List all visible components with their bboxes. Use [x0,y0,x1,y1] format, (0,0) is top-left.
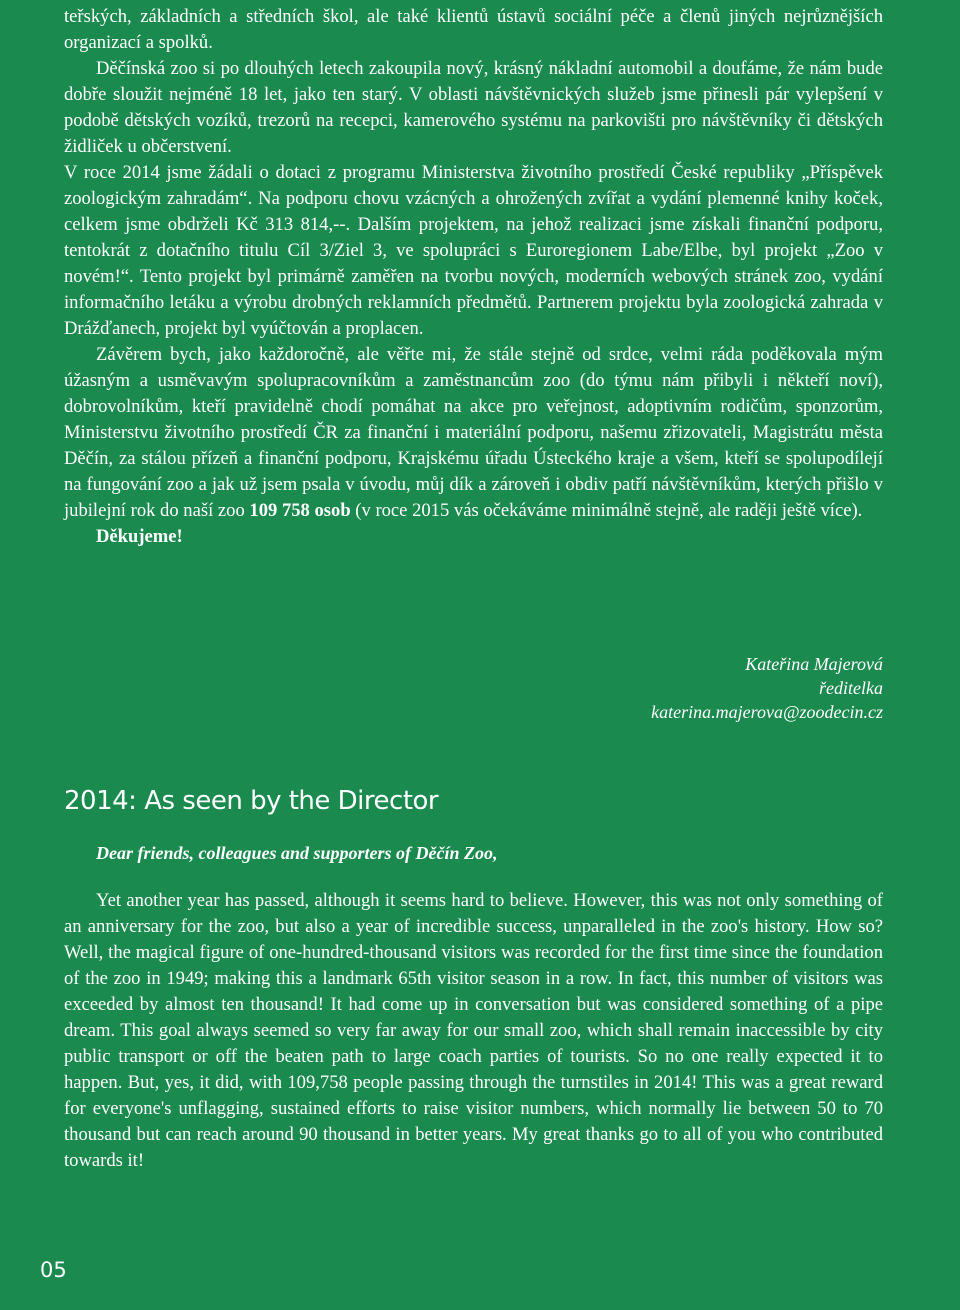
page-number: 05 [40,1258,67,1282]
czech-paragraph-4-end: (v roce 2015 vás očekáváme minimálně stejně, ale raději ještě více). [350,500,863,521]
signature-name: Kateřina Majerová [745,654,883,674]
signature-block [651,652,883,724]
english-text-block [64,888,883,1174]
english-greeting: Dear friends, colleagues and supporters of Děčín Zoo, [96,843,498,863]
thanks-line: Děkujeme! [96,526,183,547]
czech-paragraph-3: V roce 2014 jsme žádali o dotaci z programu Ministerstva životního prostředí České republiky „Příspěvek zoologickým zahradám“. Na podporu chovu vzácných a ohrožených zvířat a vydání plemenné knihy koček, celkem jsme obdrželi Kč 313 814,--. Dalším projektem, na jehož realizaci jsme získali finanční podporu, tentokrát z dotačního titulu Cíl 3/Ziel 3, ve spolupráci s Euroregionem Labe/Elbe, byl projekt „Zoo v novém!“. Tento projekt byl primárně zaměřen na tvorbu nových, moderních webových stránek zoo, vydání informačního letáku a výrobu drobných reklamních předmětů. Partnerem projektu byla zoologická zahrada v Drážďanech, projekt byl vyúčtován a proplacen. [64,162,883,339]
english-paragraph: Yet another year has passed, although it seems hard to believe. However, this was not only something of an anniversary for the zoo, but also a year of incredible success, unparalleled in the zoo's history. How so? Well, the magical figure of one-hundred-thousand visitors was recorded for the first time since the foundation of the zoo in 1949; making this a landmark 65th visitor season in a row. In fact, this number of visitors was exceeded by almost ten thousand! It had come up in conversation but was considered something of a pipe dream. This goal always seemed so very far away for our small zoo, which shall remain inaccessible by city public transport or off the beaten path to large coach parties of tourists. So no one really expected it to happen. But, yes, it did, with 109,758 people passing through the turnstiles in 2014! This was a great reward for everyone's unflagging, sustained efforts to raise visitor numbers, which normally lie between 50 to 70 thousand but can reach around 90 thousand in better years. My great thanks go to all of you who contributed towards it! [64,890,883,1171]
visitor-count: 109 758 osob [249,500,351,521]
signature-role: ředitelka [819,678,883,698]
czech-paragraph-4-text: Závěrem bych, jako každoročně, ale věřte mi, že stále stejně od srdce, velmi ráda poděkovala mým úžasným a usměvavým spolupracovníkům a zaměstnancům zoo (do týmu nám přibyli i někteří noví), dobrovolníkům, kteří pravidelně chodí pomáhat na akce pro veřejnost, adoptivním rodičům, sponzorům, Ministerstvu životního prostředí ČR za finanční i materiální podporu, našemu zřizovateli, Magistrátu města Děčín, za stálou přízeň a finanční podporu, Krajskému úřadu Ústeckého kraje a všem, kteří se spolupodílejí na fungování zoo a jak už jsem psala v úvodu, můj dík a zároveň i obdiv patří návštěvníkům, kterých přišlo v jubilejní rok do naší zoo [64,344,883,521]
czech-paragraph-1: teřských, základních a středních škol, ale také klientů ústavů sociální péče a členů jiných nejrůznějších organizací a spolků. [64,6,883,53]
czech-paragraph-2: Děčínská zoo si po dlouhých letech zakoupila nový, krásný nákladní automobil a doufáme, že nám bude dobře sloužit nejméně 18 let, jako ten starý. V oblasti návštěvnických služeb jsme přinesli pár vylepšení v podobě dětských vozíků, trezorů na recepci, kamerového systému na parkovišti pro návštěvníky či dětských židliček u občerstvení. [64,58,883,157]
english-section-title: 2014: As seen by the Director [64,786,439,816]
signature-email: katerina.majerova@zoodecin.cz [651,702,883,722]
czech-paragraph-4 [64,342,883,524]
czech-text-block [64,4,883,550]
